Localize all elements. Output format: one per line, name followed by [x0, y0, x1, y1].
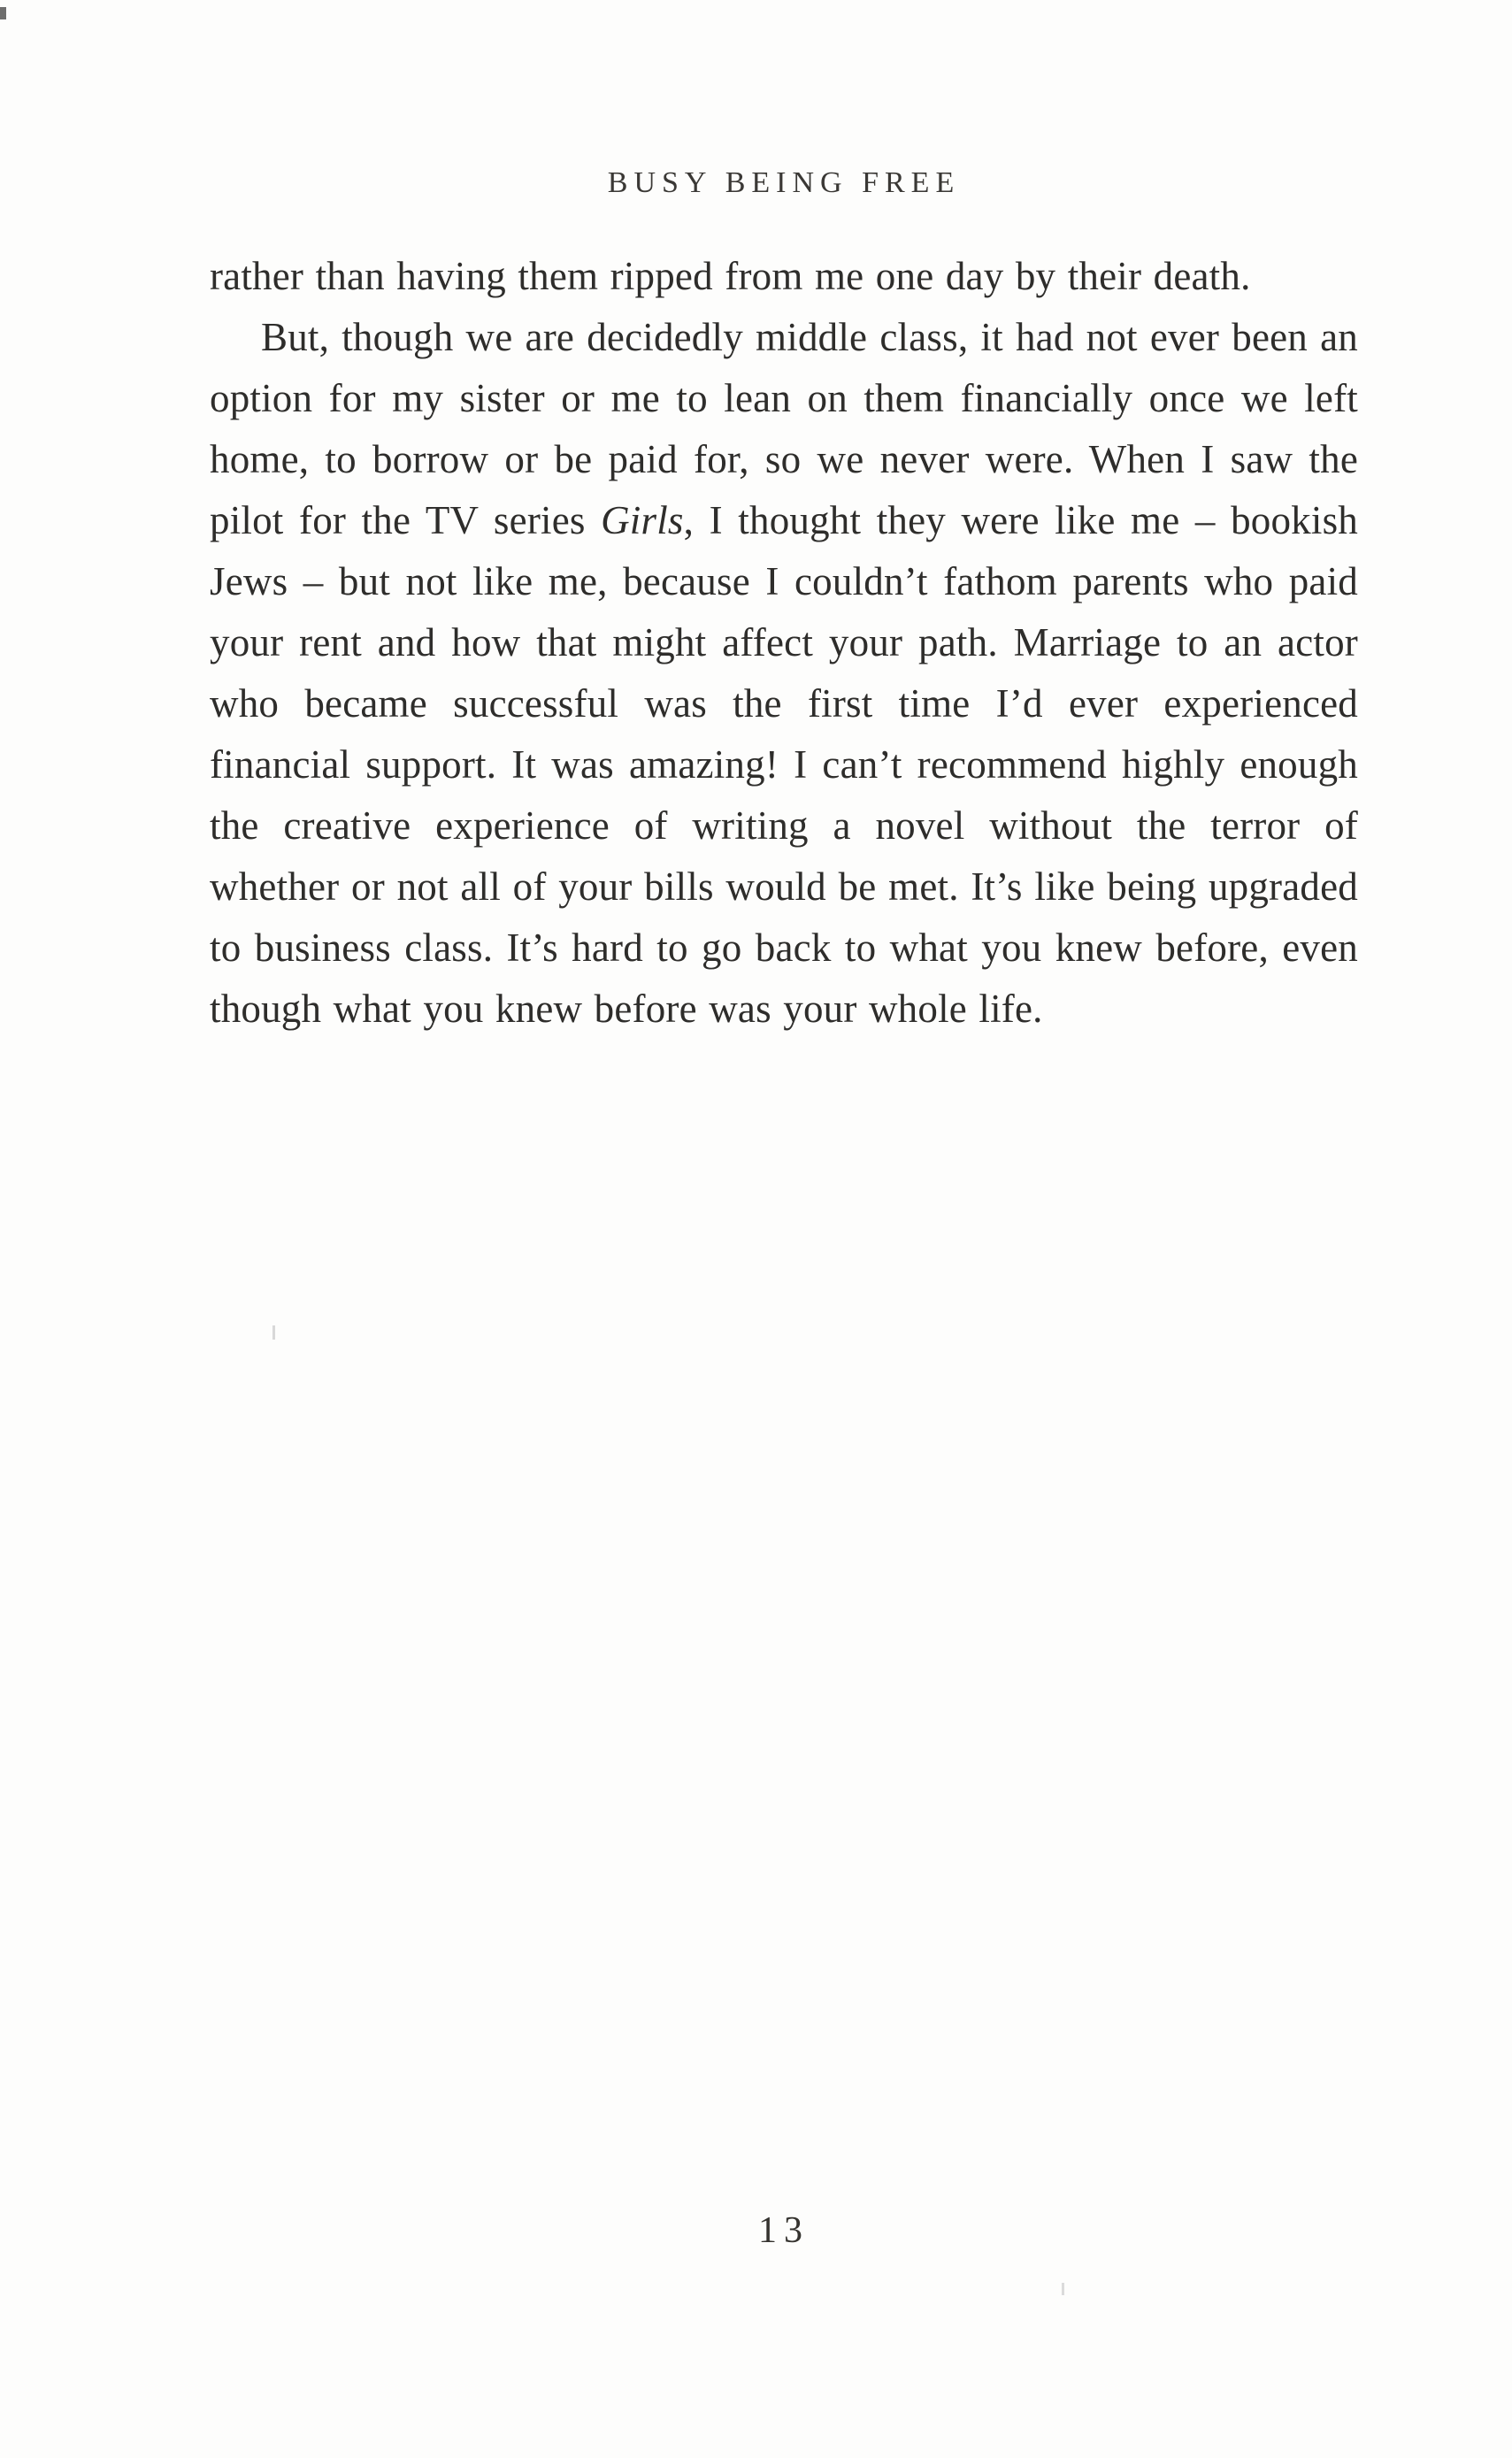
book-title-italic: Girls	[601, 498, 684, 542]
paragraph	[210, 246, 1358, 307]
scan-artifact	[0, 7, 6, 19]
page-body	[210, 246, 1358, 1040]
paragraph-text: But, though we are decidedly middle class, it had not ever been an option for my sister or me to lean on them financially once we left home, to borrow or be paid for, so we never were. When I saw the pilot for the TV series	[210, 315, 1358, 542]
scan-artifact	[1062, 2283, 1064, 2295]
page-number: 13	[758, 2210, 810, 2251]
paragraph-text: , I thought they were like me – bookish Jews – but not like me, because I couldn’t fathom parents who paid your rent and how that might affect your path. Marriage to an actor who became successful was the first time I’d ever experienced financial support. It was amazing! I can’t recommend highly enough the creative experience of writing a novel without the terror of whether or not all of your bills would be met. It’s like being upgraded to business class. It’s hard to go back to what you knew before, even though what you knew before was your whole life.	[210, 498, 1358, 1031]
scan-artifact	[272, 1325, 275, 1340]
paragraph-text: rather than having them ripped from me one day by their death.	[210, 254, 1251, 298]
paragraph	[210, 307, 1358, 1040]
running-header: BUSY BEING FREE	[607, 166, 961, 199]
